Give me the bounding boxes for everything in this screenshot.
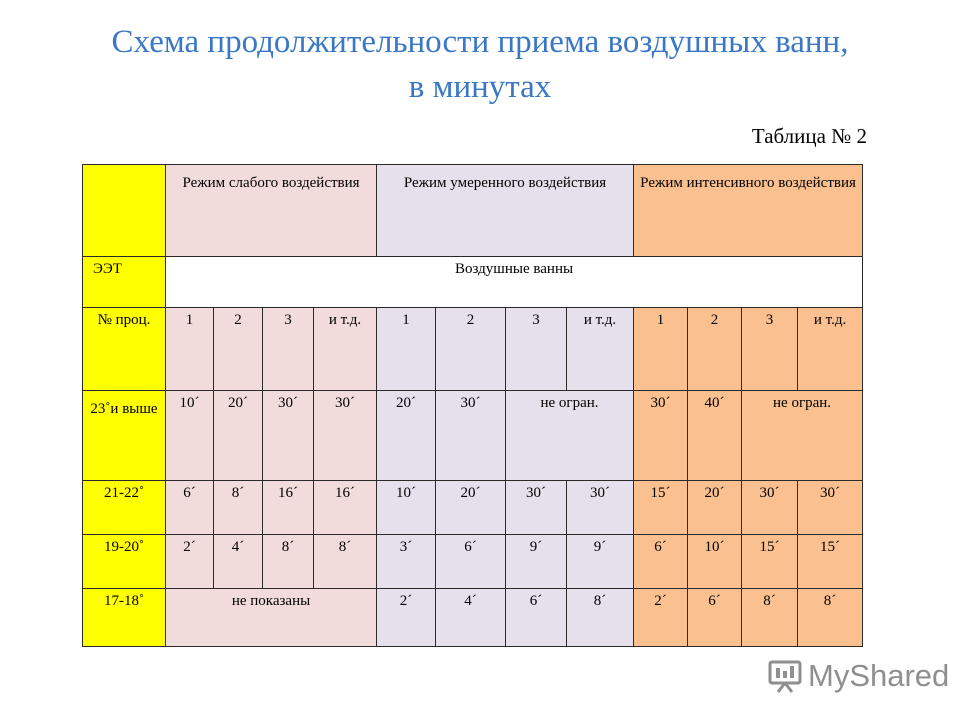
duration-cell: 6´: [634, 535, 688, 589]
proc-number: и т.д.: [314, 308, 377, 391]
row-23: [83, 391, 863, 481]
row-19: [83, 535, 863, 589]
logo-text: MyShared: [808, 658, 950, 693]
duration-cell: 2´: [166, 535, 214, 589]
duration-cell: 8´: [567, 589, 634, 647]
myshared-logo[interactable]: [768, 656, 949, 696]
duration-cell: 30´: [263, 391, 314, 481]
duration-cell: 3´: [377, 535, 436, 589]
eet-label: ЭЭТ: [83, 257, 166, 308]
duration-cell: 20´: [436, 481, 506, 535]
air-baths-table: [82, 164, 863, 647]
proc-number: 3: [506, 308, 567, 391]
duration-cell: 4´: [436, 589, 506, 647]
duration-cell: 10´: [688, 535, 742, 589]
duration-cell: 6´: [436, 535, 506, 589]
duration-cell: 30´: [567, 481, 634, 535]
proc-number: 2: [436, 308, 506, 391]
proc-number: и т.д.: [798, 308, 863, 391]
header-weak: Режим слабого воздействия: [166, 165, 377, 257]
duration-cell: 2´: [377, 589, 436, 647]
proc-number: 1: [166, 308, 214, 391]
duration-cell: 8´: [798, 589, 863, 647]
duration-cell: 9´: [506, 535, 567, 589]
duration-cell: 15´: [798, 535, 863, 589]
proc-number: 3: [263, 308, 314, 391]
proc-number: 1: [634, 308, 688, 391]
duration-cell: 20´: [214, 391, 263, 481]
duration-cell: 6´: [166, 481, 214, 535]
page-title: [0, 20, 960, 110]
duration-cell: 10´: [377, 481, 436, 535]
presentation-board-icon: [768, 659, 802, 693]
duration-cell: 16´: [314, 481, 377, 535]
duration-cell: 2´: [634, 589, 688, 647]
duration-cell: 20´: [377, 391, 436, 481]
eet-row: [83, 257, 863, 308]
unlimited-cell: не огран.: [506, 391, 634, 481]
proc-number: 2: [214, 308, 263, 391]
row-17: [83, 589, 863, 647]
title-line-2: в минутах: [408, 69, 552, 105]
header-row: [83, 165, 863, 257]
duration-cell: 30´: [798, 481, 863, 535]
title-line-1: Схема продолжительности приема воздушных ванн,: [111, 24, 849, 60]
duration-cell: 16´: [263, 481, 314, 535]
duration-cell: 15´: [634, 481, 688, 535]
proc-label: № проц.: [83, 308, 166, 391]
duration-cell: 8´: [214, 481, 263, 535]
duration-cell: 30´: [634, 391, 688, 481]
row-21: [83, 481, 863, 535]
duration-cell: 40´: [688, 391, 742, 481]
header-moderate: Режим умеренного воздействия: [377, 165, 634, 257]
duration-cell: 30´: [436, 391, 506, 481]
proc-number: 1: [377, 308, 436, 391]
duration-cell: 8´: [742, 589, 798, 647]
duration-cell: 6´: [688, 589, 742, 647]
duration-cell: 4´: [214, 535, 263, 589]
temp-label-23: 23˚и выше: [83, 391, 166, 481]
duration-cell: 6´: [506, 589, 567, 647]
proc-row: [83, 308, 863, 391]
temp-label-17: 17-18˚: [83, 589, 166, 647]
duration-cell: 9´: [567, 535, 634, 589]
corner-cell: [83, 165, 166, 257]
unlimited-cell: не огран.: [742, 391, 863, 481]
temp-label-21: 21-22˚: [83, 481, 166, 535]
duration-cell: 30´: [742, 481, 798, 535]
proc-number: и т.д.: [567, 308, 634, 391]
duration-cell: 8´: [263, 535, 314, 589]
duration-cell: 30´: [506, 481, 567, 535]
duration-cell: 10´: [166, 391, 214, 481]
duration-cell: 30´: [314, 391, 377, 481]
table-caption: Таблица № 2: [751, 124, 867, 148]
not-shown-cell: не показаны: [166, 589, 377, 647]
air-baths-label: Воздушные ванны: [166, 257, 863, 308]
proc-number: 3: [742, 308, 798, 391]
temp-label-19: 19-20˚: [83, 535, 166, 589]
proc-number: 2: [688, 308, 742, 391]
duration-cell: 15´: [742, 535, 798, 589]
duration-cell: 8´: [314, 535, 377, 589]
header-intensive: Режим интенсивного воздействия: [634, 165, 863, 257]
duration-cell: 20´: [688, 481, 742, 535]
